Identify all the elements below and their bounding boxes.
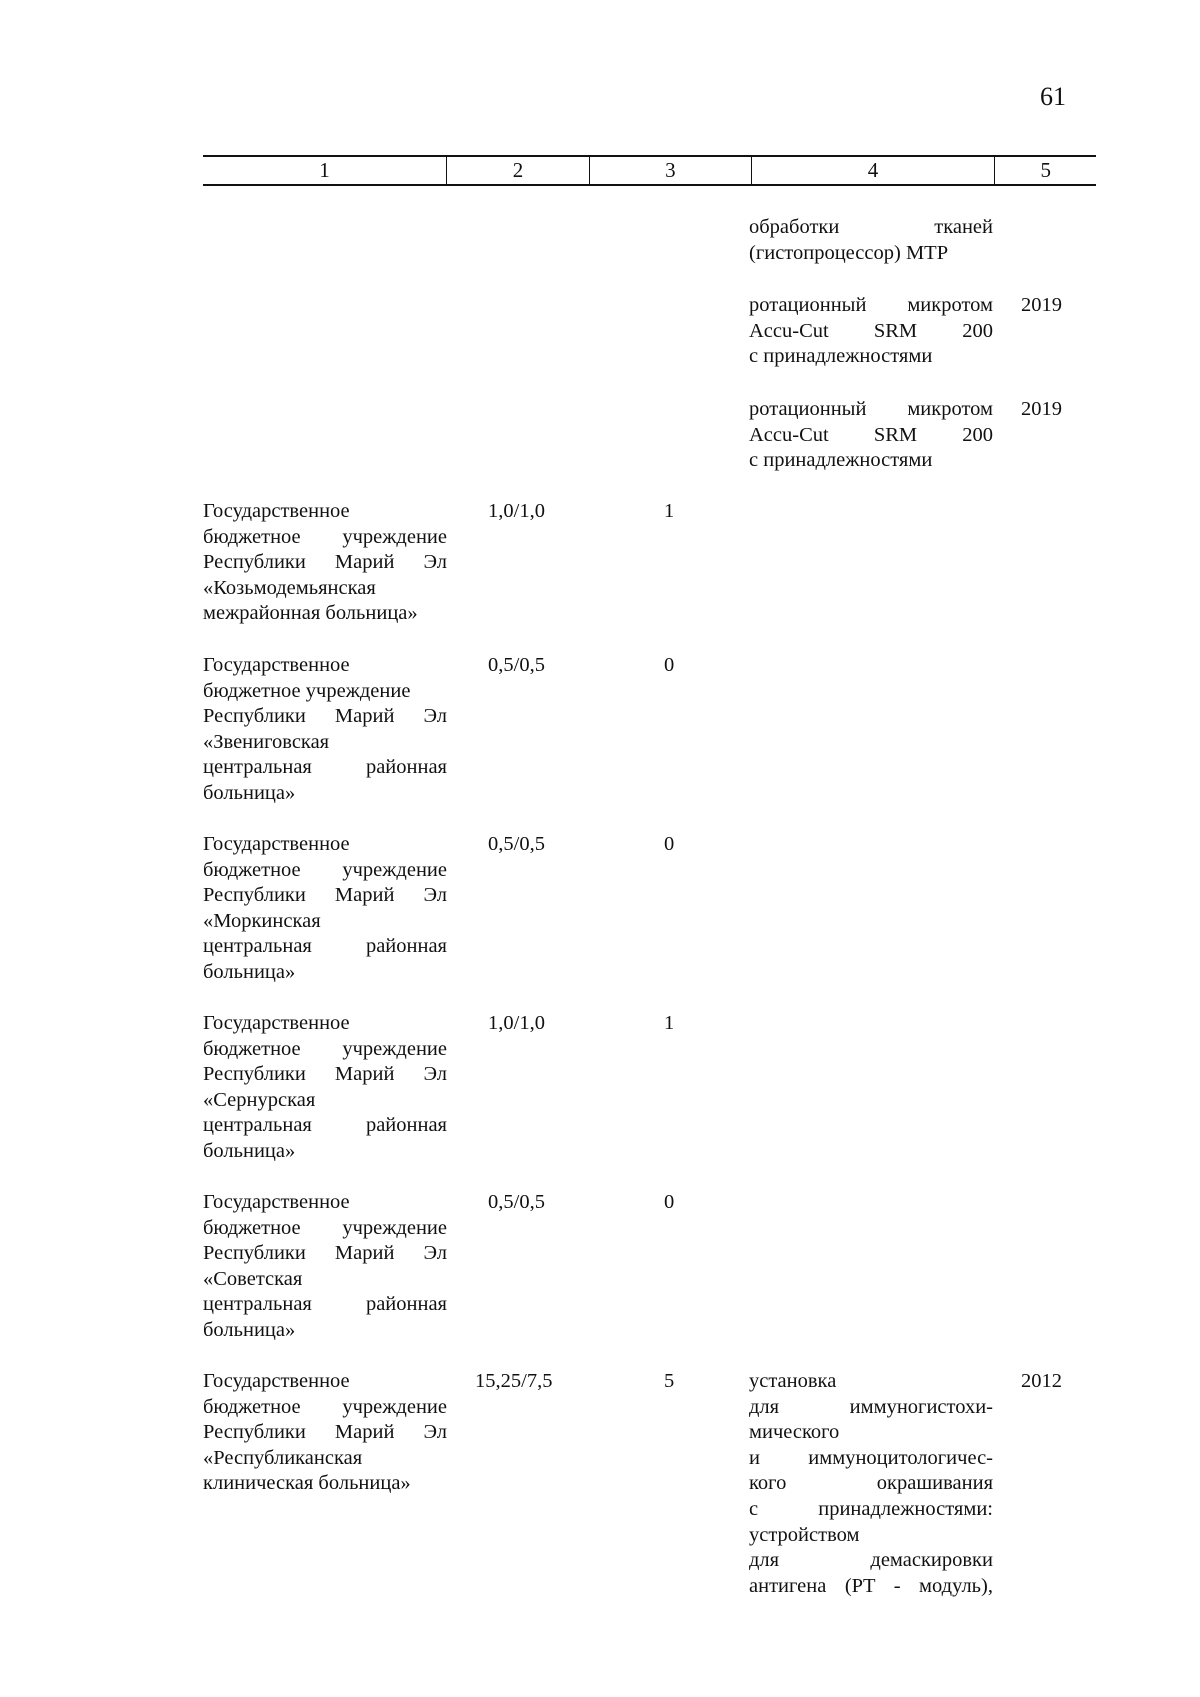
equipment-line: установка: [749, 1370, 837, 1392]
institution-line: «Республиканская: [203, 1446, 363, 1469]
institution-line: бюджетное учреждение: [203, 1395, 447, 1418]
column-header-row: [203, 155, 1096, 186]
institution-line: центральная районная: [203, 1114, 447, 1137]
institution-line: бюджетное учреждение: [203, 1037, 447, 1060]
equipment-line: антигена (PT - модуль),: [749, 1574, 993, 1597]
page-number: 61: [1040, 82, 1066, 111]
column-header-1: 1: [203, 156, 446, 185]
institution-line: Республики Марий Эл: [203, 1063, 447, 1086]
equipment-line: с принадлежностями:: [749, 1497, 993, 1520]
institution-line: центральная районная: [203, 935, 447, 958]
equipment-line: кого окрашивания: [749, 1472, 993, 1495]
equipment-line: с принадлежностями: [749, 449, 933, 472]
institution-cell: [203, 1190, 447, 1344]
equipment-cell: [749, 215, 993, 266]
count-cell: 0: [664, 833, 675, 855]
institution-cell: [203, 653, 447, 807]
institution-line: Республики Марий Эл: [203, 551, 447, 574]
institution-line: «Козьмодемьянская: [203, 576, 376, 599]
rate-cell: 1,0/1,0: [488, 1012, 545, 1034]
equipment-line: для демаскировки: [749, 1549, 993, 1572]
year-cell: 2012: [1021, 1370, 1062, 1392]
rate-cell: 1,0/1,0: [488, 500, 545, 522]
institution-line: больница»: [203, 1139, 296, 1162]
count-cell: 5: [664, 1370, 675, 1392]
equipment-line: Accu-Cut SRM 200: [749, 319, 993, 342]
institution-line: Государственное: [203, 1370, 350, 1392]
institution-line: «Моркинская: [203, 909, 321, 932]
equipment-line: для иммуногистохи-: [749, 1395, 993, 1418]
institution-line: бюджетное учреждение: [203, 1216, 447, 1239]
equipment-line: и иммуноцитологичес-: [749, 1446, 993, 1469]
count-cell: 1: [664, 1012, 675, 1034]
institution-line: больница»: [203, 960, 296, 983]
institution-line: бюджетное учреждение: [203, 858, 447, 881]
equipment-line: с принадлежностями: [749, 345, 933, 368]
institution-cell: [203, 499, 447, 627]
year-cell: 2019: [1021, 398, 1062, 420]
rate-cell: 0,5/0,5: [488, 833, 545, 855]
equipment-cell: [749, 1369, 993, 1599]
institution-line: «Звениговская: [203, 730, 330, 753]
column-header-5: 5: [995, 156, 1096, 185]
institution-line: Государственное: [203, 654, 350, 676]
column-header-2: 2: [446, 156, 589, 185]
equipment-line: мического: [749, 1421, 840, 1444]
column-header-4: 4: [751, 156, 995, 185]
institution-line: Республики Марий Эл: [203, 884, 447, 907]
institution-line: Республики Марий Эл: [203, 1421, 447, 1444]
institution-line: Республики Марий Эл: [203, 705, 447, 728]
institution-line: Республики Марий Эл: [203, 1242, 447, 1265]
rate-cell: 0,5/0,5: [488, 1191, 545, 1213]
institution-line: центральная районная: [203, 1293, 447, 1316]
rate-cell: 0,5/0,5: [488, 654, 545, 676]
equipment-cell: [749, 397, 993, 474]
rate-cell: 15,25/7,5: [475, 1370, 553, 1392]
institution-line: больница»: [203, 781, 296, 804]
institution-cell: [203, 1369, 447, 1497]
equipment-cell: [749, 293, 993, 370]
institution-line: больница»: [203, 1318, 296, 1341]
count-cell: 0: [664, 1191, 675, 1213]
equipment-line: обработки тканей: [749, 216, 993, 238]
institution-line: «Сернурская: [203, 1088, 316, 1111]
equipment-line: (гистопроцессор) МТР: [749, 241, 949, 264]
institution-line: Государственное: [203, 500, 350, 522]
institution-line: «Советская: [203, 1267, 303, 1290]
institution-line: бюджетное учреждение: [203, 525, 447, 548]
institution-cell: [203, 832, 447, 986]
equipment-line: устройством: [749, 1523, 860, 1546]
equipment-line: Accu-Cut SRM 200: [749, 423, 993, 446]
institution-line: клиническая больница»: [203, 1472, 411, 1495]
institution-line: Государственное: [203, 1191, 350, 1213]
equipment-line: ротационный микротом: [749, 398, 993, 420]
institution-line: центральная районная: [203, 756, 447, 779]
count-cell: 0: [664, 654, 675, 676]
institution-line: бюджетное учреждение: [203, 679, 411, 702]
institution-line: межрайонная больница»: [203, 602, 418, 625]
year-cell: 2019: [1021, 294, 1062, 316]
institution-line: Государственное: [203, 1012, 350, 1034]
count-cell: 1: [664, 500, 675, 522]
institution-cell: [203, 1011, 447, 1165]
equipment-line: ротационный микротом: [749, 294, 993, 316]
column-header-3: 3: [590, 156, 751, 185]
institution-line: Государственное: [203, 833, 350, 855]
